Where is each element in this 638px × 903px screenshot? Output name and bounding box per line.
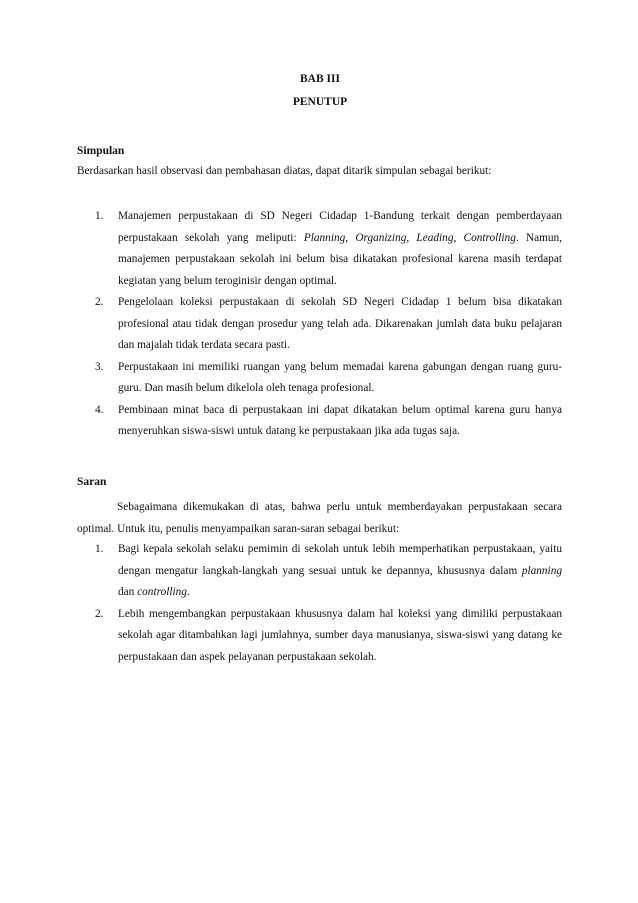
list-number: 2.: [95, 296, 104, 308]
chapter-number: BAB III: [300, 73, 340, 85]
list-text-part: Manajemen perpustakaan di SD Negeri Cidadap 1-Bandung terkait dengan pemberdayaan perpustakaan sekolah yang meliputi:: [118, 210, 562, 244]
list-number: 1.: [95, 543, 104, 555]
list-item: [95, 357, 562, 400]
saran-intro: Sebagaimana dikemukakan di atas, bahwa perlu untuk memberdayakan perpustakaan secara optimal. Untuk itu, penulis menyampaikan saran-saran sebagai berikut:: [77, 501, 562, 535]
simpulan-list: [95, 206, 562, 443]
list-text-italic: planning: [521, 564, 562, 577]
list-item: [95, 206, 562, 292]
list-text-part: Bagi kepala sekolah selaku pemimin di sekolah untuk lebih memperhatikan perpustakaan, yaitu dengan mengatur langkah-langkah yang sesuai untuk ke depannya, khususnya dalam: [118, 543, 562, 577]
list-item: [95, 292, 562, 357]
list-text: Lebih mengembangkan perpustakaan khususnya dalam hal koleksi yang dimiliki perpustakaan sekolah agar ditambahkan lagi jumlahnya, sumber daya manusianya, siswa-siswi yang datang ke perpustakaan dan aspek pelayanan perpustakaan sekolah.: [118, 607, 562, 663]
list-item: [95, 400, 562, 443]
list-number: 4.: [95, 403, 104, 416]
list-text: Pengelolaan koleksi perpustakaan di sekolah SD Negeri Cidadap 1 belum bisa dikatakan profesional atau tidak dengan prosedur yang telah ada. Dikarenakan jumlah data buku pelajaran dan majalah tidak terdata secara pasti.: [118, 296, 562, 351]
list-text-italic: controlling: [137, 586, 187, 598]
list-text: Pembinaan minat baca di perpustakaan ini dapat dikatakan belum optimal karena guru hanya menyeruhkan siswa-siswi untuk datang ke perpustakaan jika ada tugas saja.: [118, 403, 562, 437]
chapter-title: PENUTUP: [292, 96, 348, 108]
list-text: [118, 539, 562, 604]
list-text: [118, 206, 562, 292]
simpulan-heading: Simpulan: [77, 145, 125, 157]
list-text-part: dan: [118, 586, 138, 598]
simpulan-intro: Berdasarkan hasil observasi dan pembahasan diatas, dapat ditarik simpulan sebagai berikut:: [77, 165, 492, 177]
list-text-part: . Namun, manajemen perpustakaan sekolah ini belum bisa dikatakan profesional karena masih terdapat kegiatan yang belum teroginisir dengan optimal.: [118, 231, 562, 287]
saran-heading: Saran: [77, 476, 107, 488]
list-text: Perpustakaan ini memiliki ruangan yang belum memadai karena gabungan dengan ruang guru-guru. Dan masih belum dikelola oleh tenaga profesional.: [118, 360, 562, 394]
saran-list: [95, 539, 562, 668]
list-item: [95, 604, 562, 669]
list-number: 1.: [95, 210, 104, 222]
list-item: [95, 539, 562, 604]
list-number: 2.: [95, 607, 104, 620]
list-text-italic: Planning, Organizing, Leading, Controlling: [303, 231, 516, 244]
list-number: 3.: [95, 360, 104, 373]
list-text-part: .: [186, 586, 190, 598]
